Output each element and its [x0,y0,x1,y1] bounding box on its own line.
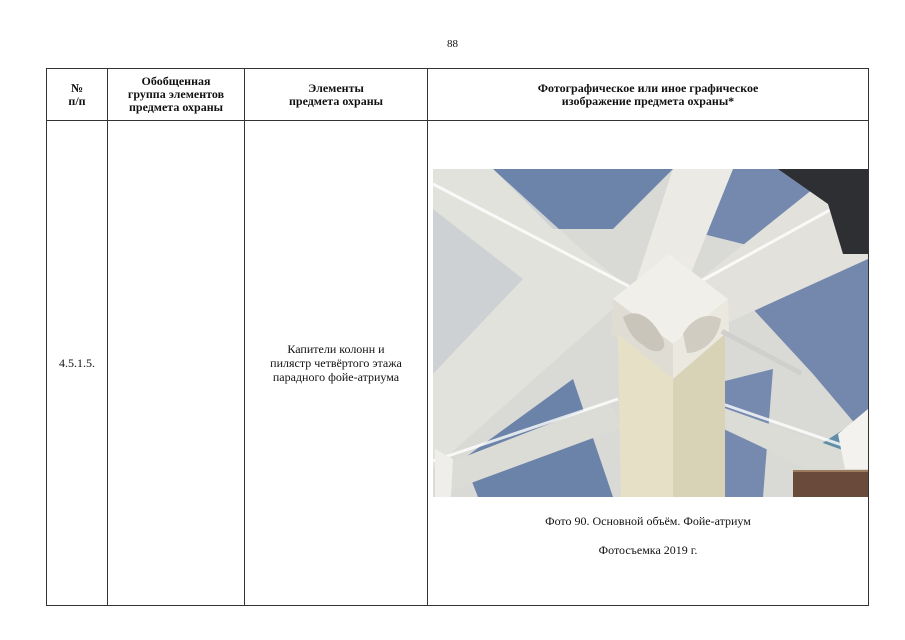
header-image: Фотографическое или иное графическое изображение предмета охраны* [428,69,869,121]
page-number: 88 [447,38,458,50]
table-row [47,121,869,606]
row-group [108,121,245,606]
protected-elements-table [46,68,869,606]
photo-caption-title: Фото 90. Основной объём. Фойе-атриум [545,513,751,528]
photo-caption-date: Фотосъемка 2019 г. [598,542,698,557]
table-header-row [47,69,869,121]
header-elements: Элементы предмета охраны [245,69,428,121]
row-element: Капители колонн и пилястр четвёртого этажа парадного фойе-атриума [245,121,428,606]
ceiling-photo [433,169,868,497]
row-photo-cell [428,121,869,606]
row-number: 4.5.1.5. [47,121,108,606]
header-number: № п/п [47,69,108,121]
header-group: Обобщенная группа элементов предмета охраны [108,69,245,121]
